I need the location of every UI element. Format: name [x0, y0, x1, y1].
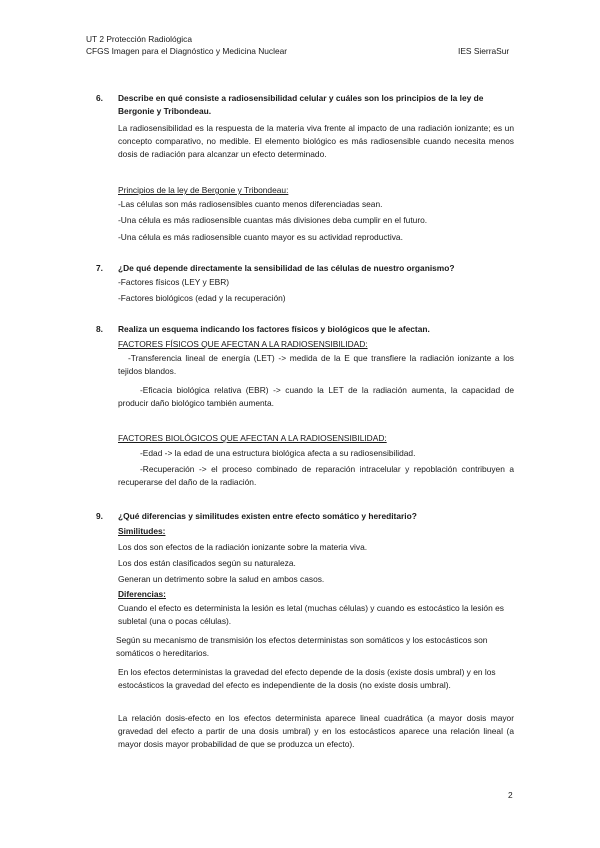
question-6-number: 6.: [96, 93, 103, 103]
physical-factors-title: FACTORES FÍSICOS QUE AFECTAN A LA RADIOSENSIBILIDAD:: [118, 339, 368, 349]
page-number: 2: [508, 790, 513, 800]
question-9-text: ¿Qué diferencias y similitudes existen entre efecto somático y hereditario?: [118, 511, 417, 521]
question-9: [96, 510, 516, 523]
question-8-number: 8.: [96, 324, 103, 334]
factor-item: -Factores físicos (LEY y EBR): [118, 277, 230, 287]
question-6: [96, 92, 516, 117]
similarities-title: Similitudes:: [118, 526, 166, 536]
physical-factor-ebr: -Eficacia biológica relativa (EBR) -> cuando la LET de la radiación aumenta, la capacidad de producir daño biológico también aumenta.: [118, 385, 514, 409]
header-course: CFGS Imagen para el Diagnóstico y Medicina Nuclear: [86, 46, 288, 56]
similarity-item: Los dos están clasificados según su naturaleza.: [118, 558, 296, 568]
similarity-item: Los dos son efectos de la radiación ionizante sobre la materia viva.: [118, 542, 368, 552]
factor-item: -Factores biológicos (edad y la recuperación): [118, 293, 286, 303]
question-7-text: ¿De qué depende directamente la sensibilidad de las células de nuestro organismo?: [118, 263, 455, 273]
question-9-number: 9.: [96, 511, 103, 521]
header-unit: UT 2 Protección Radiológica: [86, 34, 192, 44]
difference-item: Según su mecanismo de transmisión los efectos deterministas son somáticos y los estocásticos son somáticos o hereditarios.: [116, 635, 488, 659]
principle-item: -Las células son más radiosensibles cuanto menos diferenciadas sean.: [118, 199, 383, 209]
principle-item: -Una célula es más radiosensible cuantas más divisiones deba cumplir en el futuro.: [118, 215, 428, 225]
principle-item: -Una célula es más radiosensible cuanto mayor es su actividad reproductiva.: [118, 232, 403, 242]
differences-title: Diferencias:: [118, 589, 166, 599]
question-7: [96, 262, 516, 275]
question-8: [96, 323, 516, 336]
question-8-text: Realiza un esquema indicando los factores físicos y biológicos que le afectan.: [118, 324, 430, 334]
question-7-number: 7.: [96, 263, 103, 273]
biological-factor-recovery: -Recuperación -> el proceso combinado de reparación intracelular y repoblación contribuyen a recuperarse del daño de la radiación.: [118, 464, 514, 488]
physical-factor-let: -Transferencia lineal de energía (LET) -> medida de la E que transfiere la radiación ionizante a los tejidos blandos.: [118, 353, 514, 377]
similarity-item: Generan un detrimento sobre la salud en ambos casos.: [118, 574, 325, 584]
difference-item: Cuando el efecto es determinista la lesión es letal (muchas células) y cuando es estocástico la lesión es subletal (una o pocas células).: [118, 603, 504, 627]
question-6-answer: La radiosensibilidad es la respuesta de la materia viva frente al impacto de una radiación ionizante; es un concepto comparativo, no medible. El elemento biológico es más radiosensible cuando necesita menos dosis de radiación para alcanzar un efecto determinado.: [118, 123, 514, 160]
biological-factors-title: FACTORES BIOLÓGICOS QUE AFECTAN A LA RADIOSENSIBILIDAD:: [118, 433, 387, 443]
principles-title: Principios de la ley de Bergonie y Tribondeau:: [118, 185, 289, 195]
difference-item: La relación dosis-efecto en los efectos determinista aparece lineal cuadrática (a mayor dosis mayor gravedad del efecto a partir de una dosis umbral) y en los estocásticos aparece una relación lineal (a mayor dosis mayor probabilidad de que se produzca un efecto).: [118, 713, 514, 750]
biological-factor-age: -Edad -> la edad de una estructura biológica afecta a su radiosensibilidad.: [140, 448, 416, 458]
question-6-text: Describe en qué consiste a radiosensibilidad celular y cuáles son los principios de la ley de Bergonie y Tribondeau.: [118, 93, 484, 116]
header-school: IES SierraSur: [458, 46, 510, 56]
difference-item: En los efectos deterministas la gravedad del efecto depende de la dosis (existe dosis umbral) y en los estocásticos la gravedad del efecto es independiente de la dosis (no existe dosis umbral).: [118, 667, 496, 691]
